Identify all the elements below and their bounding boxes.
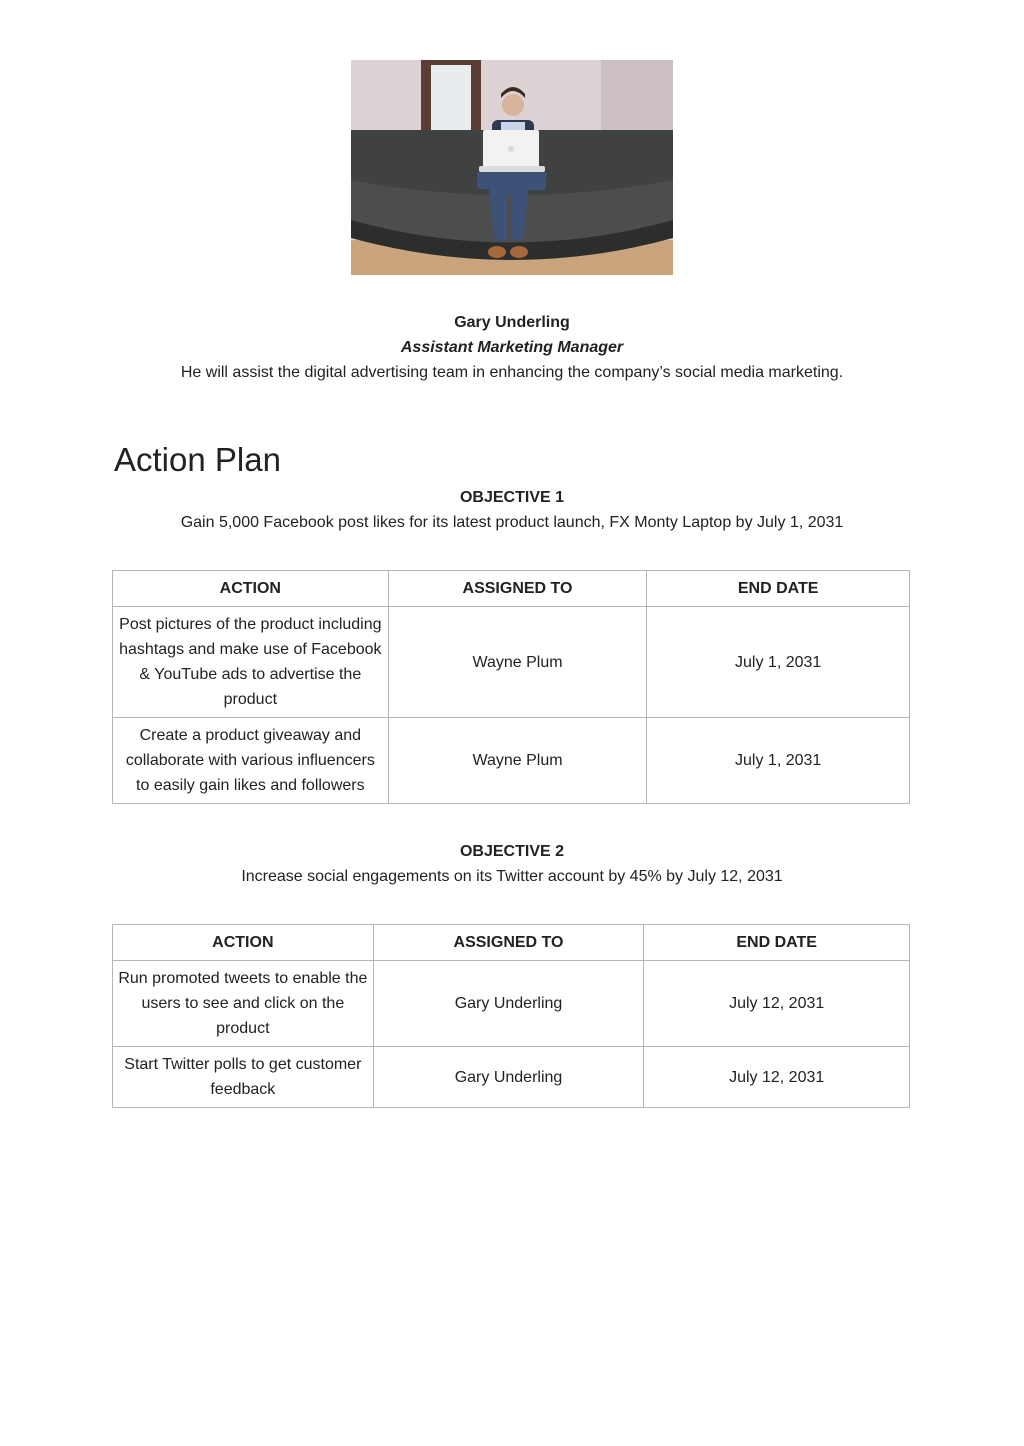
header-end-date: END DATE <box>647 571 910 607</box>
profile-section <box>112 310 912 385</box>
profile-title: Assistant Marketing Manager <box>400 339 624 356</box>
action-cell: Create a product giveaway and collaborate with various influencers to easily gain likes and followers <box>113 718 389 804</box>
table-row <box>113 1047 910 1108</box>
table-row <box>113 718 910 804</box>
objective-1 <box>112 485 912 535</box>
header-assigned-to: ASSIGNED TO <box>373 925 644 961</box>
person-with-laptop-photo <box>351 60 673 275</box>
assigned-cell: Wayne Plum <box>388 607 647 718</box>
objective-2-text: Increase social engagements on its Twitter account by 45% by July 12, 2031 <box>241 868 783 885</box>
header-assigned-to: ASSIGNED TO <box>388 571 647 607</box>
objective-2 <box>112 839 912 889</box>
action-cell: Run promoted tweets to enable the users to see and click on the product <box>113 961 374 1047</box>
objective-1-label: OBJECTIVE 1 <box>459 489 565 506</box>
action-cell: Post pictures of the product including hashtags and make use of Facebook & YouTube ads to advertise the product <box>113 607 389 718</box>
end-date-cell: July 1, 2031 <box>647 718 910 804</box>
table-header-row <box>113 925 910 961</box>
end-date-cell: July 12, 2031 <box>644 1047 910 1108</box>
page-heading: Action Plan <box>114 441 281 478</box>
profile-name: Gary Underling <box>454 314 570 331</box>
table-row <box>113 607 910 718</box>
objective-1-text: Gain 5,000 Facebook post likes for its latest product launch, FX Monty Laptop by July 1, 2031 <box>180 514 844 531</box>
profile-photo <box>351 60 673 275</box>
header-end-date: END DATE <box>644 925 910 961</box>
header-action: ACTION <box>113 571 389 607</box>
objective-2-label: OBJECTIVE 2 <box>459 843 565 860</box>
header-action: ACTION <box>113 925 374 961</box>
assigned-cell: Gary Underling <box>373 961 644 1047</box>
profile-description: He will assist the digital advertising team in enhancing the company’s social media marketing. <box>180 364 844 381</box>
action-cell: Start Twitter polls to get customer feedback <box>113 1047 374 1108</box>
assigned-cell: Gary Underling <box>373 1047 644 1108</box>
assigned-cell: Wayne Plum <box>388 718 647 804</box>
objective-1-table <box>112 570 910 804</box>
end-date-cell: July 1, 2031 <box>647 607 910 718</box>
table-header-row <box>113 571 910 607</box>
table-row <box>113 961 910 1047</box>
objective-2-table <box>112 924 910 1108</box>
end-date-cell: July 12, 2031 <box>644 961 910 1047</box>
